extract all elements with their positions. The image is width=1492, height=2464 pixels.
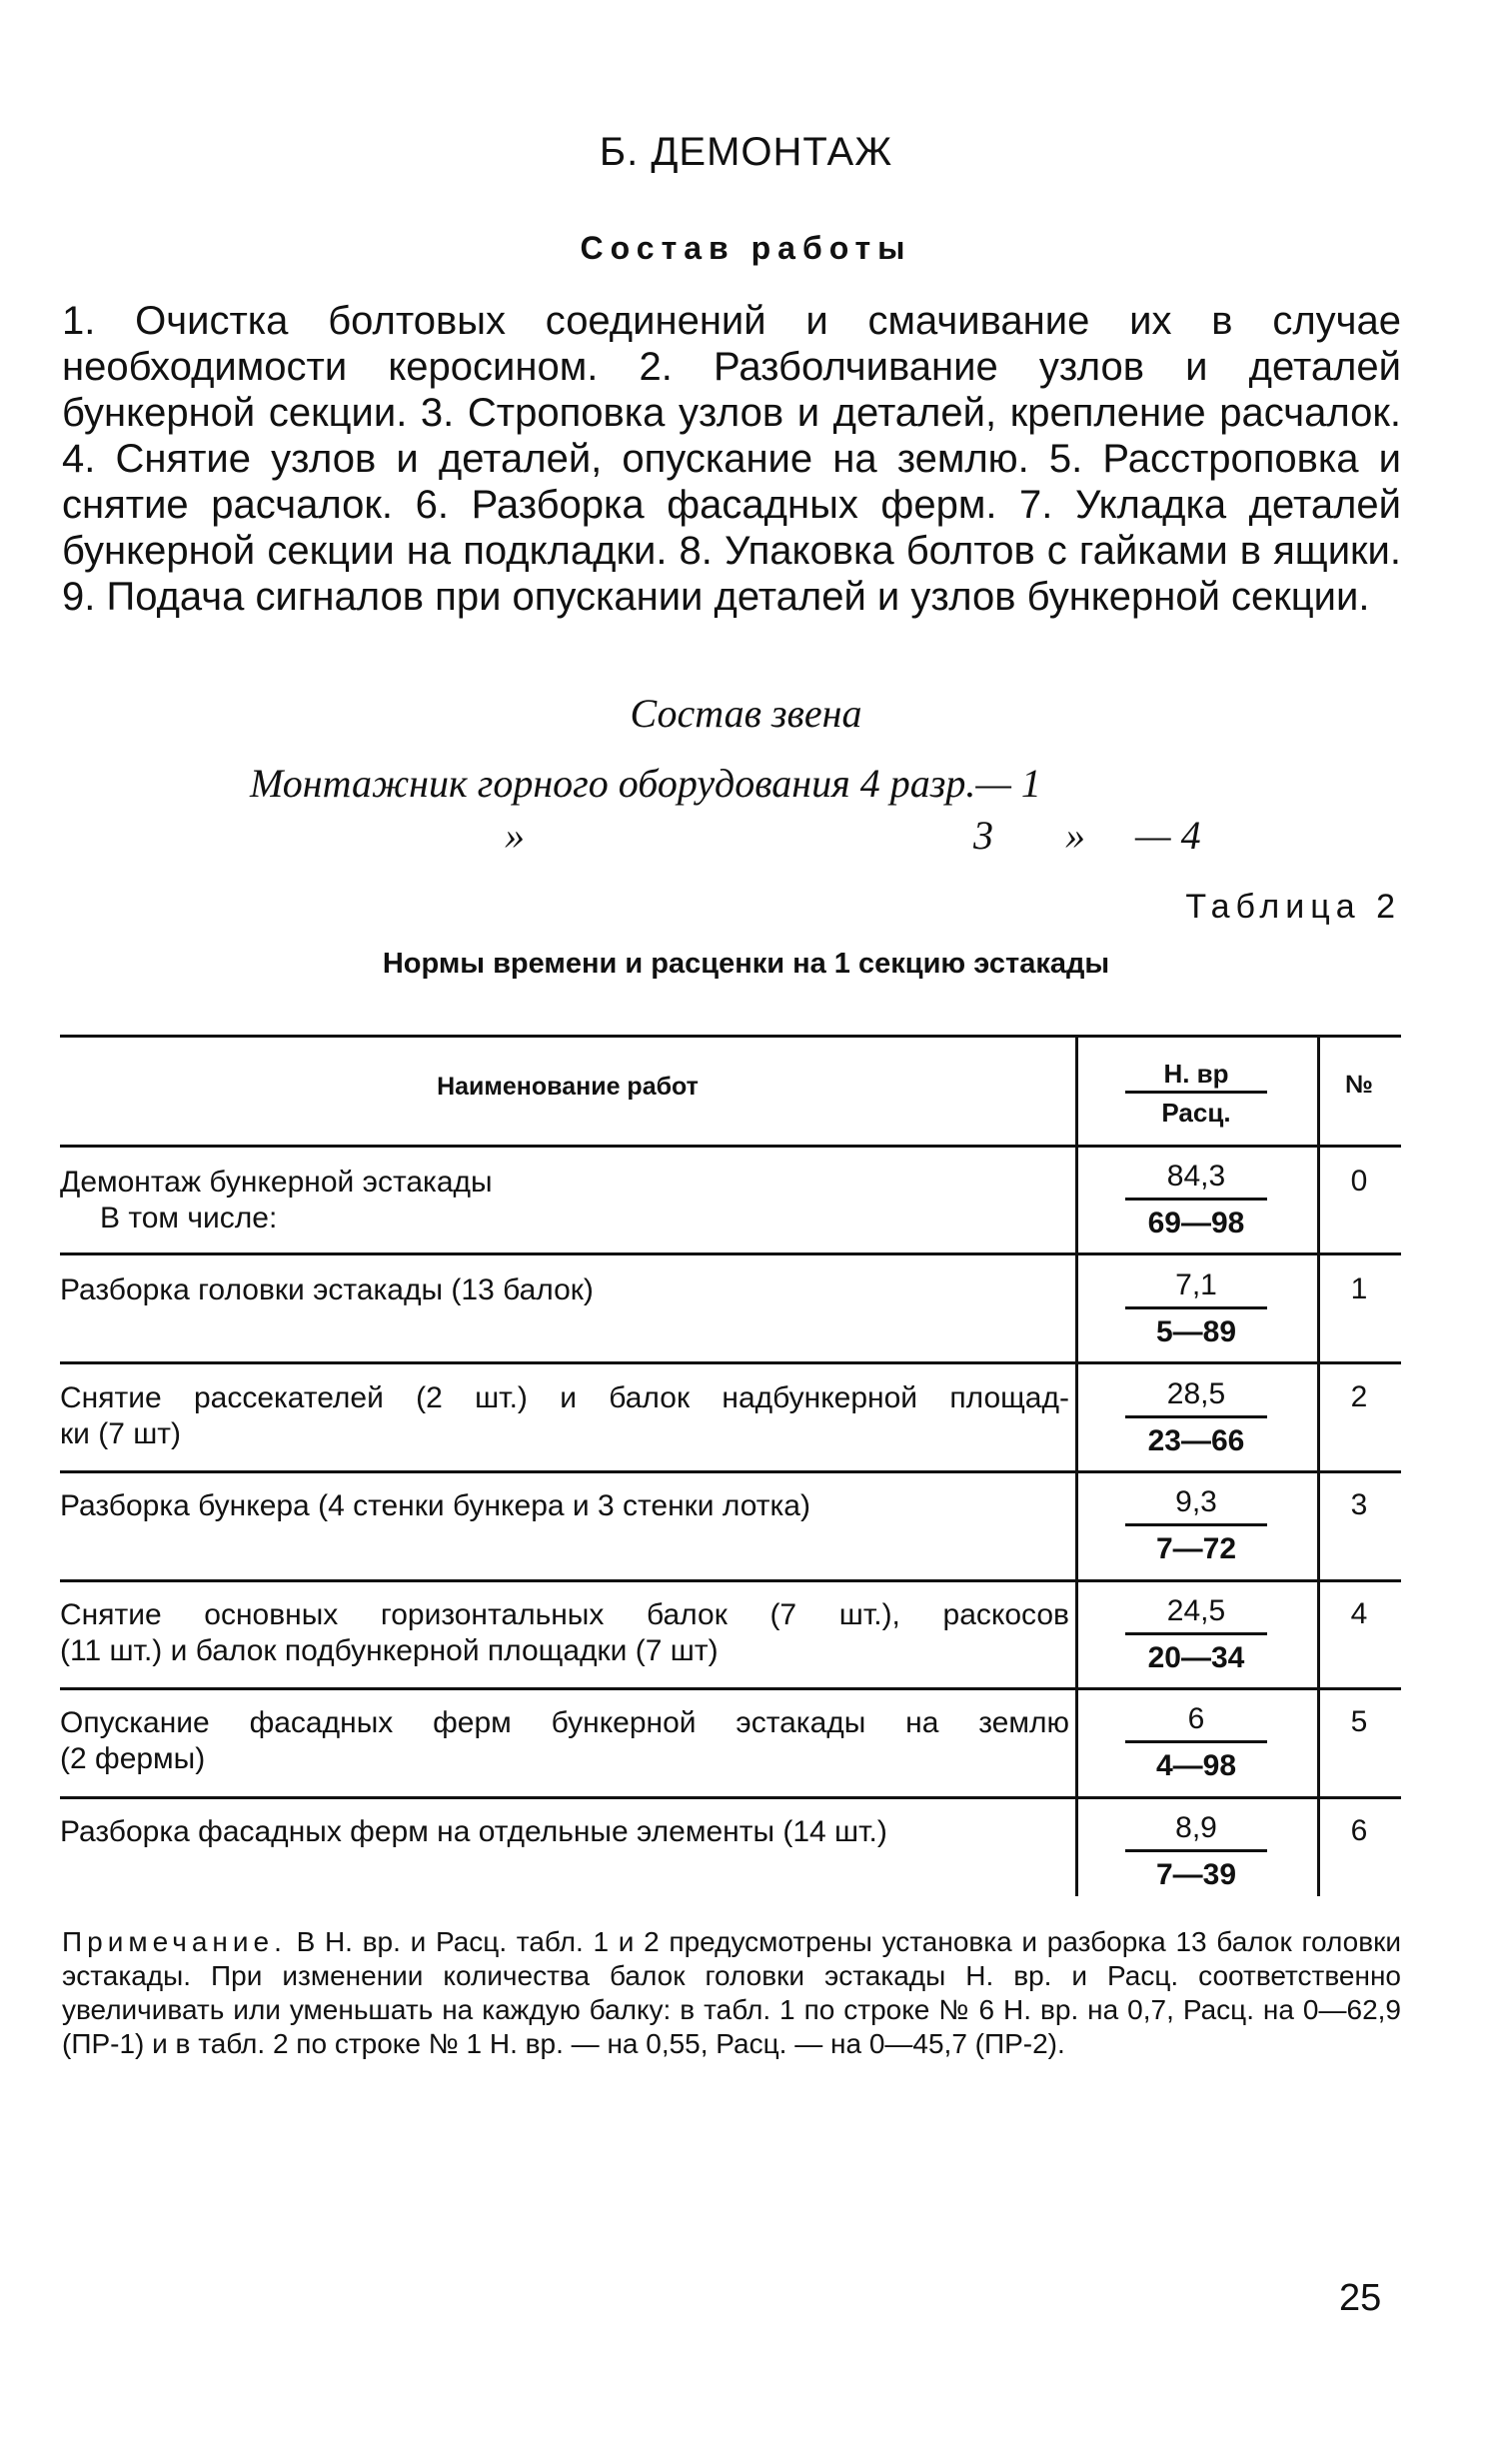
crew-line-2-ditto: » (505, 813, 525, 858)
work-composition-heading: Состав работы (580, 230, 912, 266)
table-row-norm (1103, 1377, 1289, 1458)
col-header-no: № (1345, 1071, 1373, 1099)
rate-value: 7—39 (1155, 1858, 1237, 1891)
row-name-line: Разборка головки эстакады (13 балок) (60, 1273, 594, 1306)
norm-value: 6 (1187, 1702, 1205, 1735)
rate-value: 23—66 (1147, 1424, 1245, 1457)
row-name-line: Снятие рассекателей (2 шт.) и балок надбункерной площад- (60, 1381, 1069, 1414)
col-header-norm (1103, 1057, 1289, 1130)
crew-heading: Состав звена (630, 691, 862, 736)
row-rule (60, 1361, 1401, 1364)
rate-value: 4—98 (1155, 1749, 1237, 1782)
table-row-name (60, 1380, 1069, 1452)
fraction-bar (1125, 1415, 1267, 1418)
section-title: Б. ДЕМОНТАЖ (599, 130, 893, 174)
table-row-name (60, 1597, 1069, 1669)
norm-value: 84,3 (1166, 1160, 1226, 1193)
work-composition-text: 1. Очистка болтовых соединений и смачивание их в случае необходимости керосином. 2. Разболчивание узлов и деталей бункерной секции. 3. Строповка узлов и деталей, крепление расчалок. 4. Снятие узлов и деталей, опускание на землю. 5. Расстроповка и снятие расчалок. 6. Разборка фасадных ферм. 7. Укладка деталей бункерной секции на подкладки. 8. Упаковка болтов с гайками в ящики. 9. Подача сигналов при опускании деталей и узлов бункерной секции. (62, 299, 1401, 619)
table-row-name (60, 1165, 1069, 1236)
fraction-bar (1125, 1091, 1267, 1094)
norm-value: 9,3 (1175, 1485, 1217, 1518)
table-row-name (60, 1272, 1069, 1308)
crew-line-2-grade: 3 (973, 813, 993, 858)
fraction-bar (1125, 1849, 1267, 1852)
row-rule (60, 1579, 1401, 1582)
table-top-rule (60, 1035, 1401, 1038)
table-row-number: 2 (1350, 1380, 1368, 1413)
table-row-number: 4 (1350, 1597, 1368, 1630)
norm-value: 24,5 (1166, 1594, 1226, 1627)
table-label: Таблица 2 (1185, 888, 1401, 926)
note-text: В Н. вр. и Расц. табл. 1 и 2 предусмотрены установка и разборка 13 балок головки эстакады. При изменении количества балок головки эстакады Н. вр. и Расц. соответственно увеличивать или уменьшать на каждую балку: в табл. 1 по строке № 6 Н. вр. на 0,7, Расц. на 0—62,9 (ПР-1) и в табл. 2 по строке № 1 Н. вр. — на 0,55, Расц. — на 0—45,7 (ПР-2). (62, 1926, 1402, 2059)
table-row-number: 1 (1350, 1272, 1368, 1305)
table-caption: Нормы времени и расценки на 1 секцию эстакады (382, 948, 1110, 980)
rate-value: 5—89 (1155, 1315, 1237, 1348)
row-name-line: Разборка фасадных ферм на отдельные элементы (14 шт.) (60, 1815, 887, 1848)
row-rule (60, 1470, 1401, 1473)
row-name-line: (2 фермы) (60, 1742, 206, 1775)
crew-line-2-ditto-2: » (1065, 813, 1085, 858)
table-row-norm (1103, 1594, 1289, 1675)
table-row-number: 6 (1350, 1814, 1368, 1847)
col-header-norm-den: Расц. (1161, 1098, 1231, 1128)
table-row-norm (1103, 1268, 1289, 1349)
fraction-bar (1125, 1523, 1267, 1526)
row-name-line: Опускание фасадных ферм бункерной эстакады на землю (60, 1706, 1069, 1739)
row-name-line: В том числе: (100, 1202, 278, 1234)
column-divider (1317, 1035, 1320, 1896)
crew-line-2-count: — 4 (1135, 813, 1201, 858)
fraction-bar (1125, 1198, 1267, 1201)
table-row-name (60, 1488, 1069, 1524)
rate-value: 7—72 (1155, 1532, 1237, 1565)
table-row-number: 0 (1350, 1165, 1368, 1198)
table-row-name (60, 1814, 1069, 1850)
table-row-name (60, 1705, 1069, 1777)
row-name-line: Снятие основных горизонтальных балок (7 шт.), раскосов (60, 1598, 1069, 1631)
row-name-line: ки (7 шт) (60, 1417, 182, 1450)
col-header-norm-num: Н. вр (1163, 1059, 1229, 1089)
rate-value: 69—98 (1147, 1207, 1245, 1239)
table-row-number: 5 (1350, 1705, 1368, 1738)
fraction-bar (1125, 1740, 1267, 1743)
fraction-bar (1125, 1306, 1267, 1309)
row-rule (60, 1796, 1401, 1799)
table-row-norm (1103, 1702, 1289, 1783)
table-row-number: 3 (1350, 1488, 1368, 1521)
table-row-norm (1103, 1160, 1289, 1240)
table-header-rule (60, 1145, 1401, 1148)
crew-line-1: Монтажник горного оборудования 4 разр.— 1 (250, 761, 1041, 806)
row-name-line: Разборка бункера (4 стенки бункера и 3 стенки лотка) (60, 1489, 810, 1522)
norm-value: 7,1 (1175, 1268, 1217, 1301)
row-name-line: (11 шт.) и балок подбункерной площадки (7 шт) (60, 1634, 719, 1667)
row-rule (60, 1687, 1401, 1690)
column-divider (1075, 1035, 1078, 1896)
rate-value: 20—34 (1147, 1641, 1245, 1674)
table-note (62, 1925, 1401, 2061)
row-rule (60, 1252, 1401, 1255)
note-label: Примечание. (62, 1926, 287, 1957)
table-row-norm (1103, 1811, 1289, 1892)
norm-value: 8,9 (1175, 1811, 1217, 1844)
col-header-name: Наименование работ (437, 1073, 699, 1101)
fraction-bar (1125, 1632, 1267, 1635)
table-row-norm (1103, 1485, 1289, 1566)
row-name-line: Демонтаж бункерной эстакады (60, 1166, 493, 1199)
page-number: 25 (1339, 2277, 1382, 2319)
norm-value: 28,5 (1166, 1377, 1226, 1410)
